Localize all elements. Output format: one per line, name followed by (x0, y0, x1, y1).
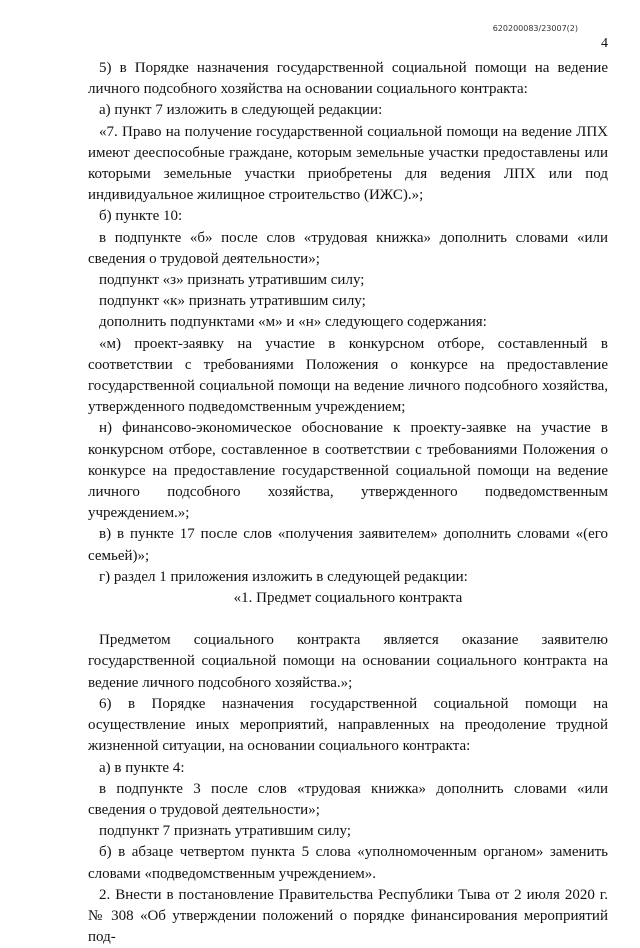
paragraph: 2. Внести в постановление Правительства Республики Тыва от 2 июля 2020 г. № 308 «Об утверждении положений о порядке финансирования мероприятий под- (88, 886, 608, 946)
document-body (88, 58, 608, 948)
paragraph: б) пункте 10: (99, 208, 183, 225)
paragraph: дополнить подпунктами «м» и «н» следующего содержания: (99, 314, 487, 331)
paragraph: б) в абзаце четвертом пункта 5 слова «уполномоченным органом» заменить словами «подведомственным учреждением». (88, 844, 608, 882)
paragraph: 5) в Порядке назначения государственной социальной помощи на ведение личного подсобного хозяйства на основании социального контракта: (88, 60, 608, 98)
paragraph: в) в пункте 17 после слов «получения заявителем» дополнить словами «(его семьей)»; (88, 526, 608, 564)
paragraph: «7. Право на получение государственной социальной помощи на ведение ЛПХ имеют дееспособные граждане, которым земельные участки предоставлены или которыми земельные участки приобретены для ведения ЛПХ или под индивидуальное жилищное строительство (ИЖС).»; (88, 123, 608, 204)
section-heading: «1. Предмет социального контракта (233, 590, 463, 607)
paragraph: н) финансово-экономическое обоснование к проекту-заявке на участие в конкурсном отборе, составленное в соответствии с требованиями Положения о конкурсе на предоставление государственной социальной помощи на ведение личного подсобного хозяйства, утвержденного подведомственным учреждением.»; (88, 420, 608, 522)
paragraph: подпункт 7 признать утратившим силу; (99, 823, 351, 840)
paragraph: а) в пункте 4: (99, 759, 185, 776)
paragraph: 6) в Порядке назначения государственной социальной помощи на осуществление иных мероприятий, направленных на преодоление трудной жизненной ситуации, на основании социального контракта: (88, 695, 608, 755)
paragraph: подпункт «к» признать утратившим силу; (99, 293, 366, 310)
paragraph: «м) проект-заявку на участие в конкурсном отборе, составленный в соответствии с требованиями Положения о конкурсе на предоставление государственной социальной помощи на ведение личного подсобного хозяйства, утвержденного подведомственным учреждением; (88, 335, 608, 416)
paragraph: Предметом социального контракта является оказание заявителю государственной социальной помощи на основании социального контракта на ведение личного подсобного хозяйства.»; (88, 632, 608, 691)
paragraph: в подпункте «б» после слов «трудовая книжка» дополнить словами «или сведения о трудовой деятельности»; (88, 229, 608, 267)
page-number: 4 (601, 36, 608, 51)
document-code: 620200083/23007(2) (492, 24, 578, 33)
paragraph: в подпункте 3 после слов «трудовая книжка» дополнить словами «или сведения о трудовой деятельности»; (88, 780, 608, 818)
paragraph: г) раздел 1 приложения изложить в следующей редакции: (99, 568, 468, 585)
paragraph: подпункт «з» признать утратившим силу; (99, 272, 365, 289)
paragraph: а) пункт 7 изложить в следующей редакции: (99, 102, 383, 119)
